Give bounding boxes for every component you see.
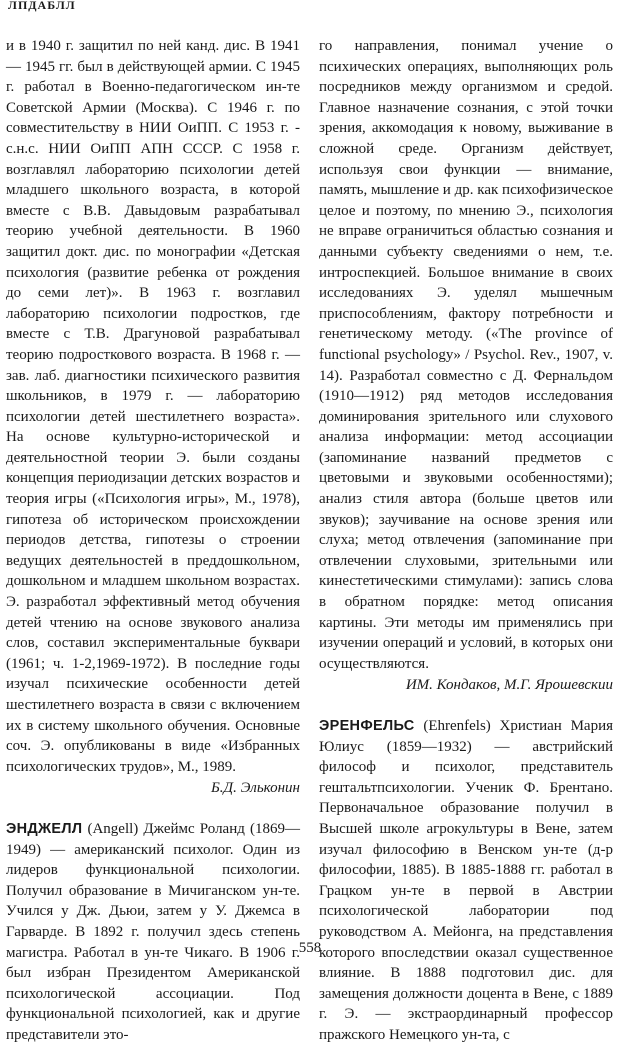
page-number: 558 (298, 940, 322, 956)
elkonin-entry-author: Б.Д. Эльконин (210, 780, 300, 797)
ehrenfels-headword: ЭРЕНФЕЛЬС (319, 718, 415, 734)
entry-separator (319, 696, 613, 716)
angell-entry-text: (Angell) Джеймс Роланд (1869—1949) — американский психолог. Один из лидеров функциональной психологии. Получил образование в Мичиганском ун-те. Учился у Дж. Дьюи, затем у У. Джемса в Гарварде. В 1892 г. получил здесь степень магистра. Работал в ун-те Чикаго. В 1906 г. был избран Президентом Американской психологической ассоциации. Под функциональной психологией, как и другие представители это- (6, 820, 300, 1043)
running-head: ЛПДАБЛЛ (8, 0, 76, 12)
ehrenfels-entry (319, 716, 613, 1046)
entry-separator (6, 799, 300, 819)
elkonin-entry-text: и в 1940 г. защитил по ней канд. дис. В 1941 — 1945 гг. был в действующей армии. С 1945 г. работал в Военно-педагогическом ин-те Советской Армии (Москва). С 1946 г. по совместительству в НИИ ОиПП. С 1953 г. - с.н.с. НИИ ОиПП АПН СССР. С 1958 г. возглавлял лабораторию психологии детей младшего школьного возраста, в которой вместе с В.В. Давыдовым разрабатывал теорию учебной деятельности. В 1960 защитил докт. дис. по монографии «Детская психология (развитие ребенка от рождения до семи лет)». В 1963 г. возглавил лабораторию психологии подростков, где вместе с Т.В. Драгуновой разрабатывал теорию подросткового возраста. В 1968 г. — зав. лаб. диагностики психического развития школьников, в 1979 г. — лабораторию психологии детей шестилетнего возраста». На основе культурно-исторической и деятельностной теории Э. были созданы концепция периодизации детских возрастов и теория игры («Психология игры», М., 1978), гипотеза об историческом происхождении периодов детства, гипотезы о строении ведущих деятельностей в преддошкольном, дошкольном и младшем школьном возрастах. Э. разработал эффективный метод обучения детей чтению на основе звукового анализа слов, составил экспериментальные буквари (1961; ч. 1-2,1969-1972). В последние годы изучал психические особенности детей шестилетнего возраста в связи с включением их в систему школьного обучения. Основные соч. Э. опубликованы в виде «Избранных психологических трудов», М., 1989. (6, 38, 300, 775)
right-column (319, 36, 613, 1046)
angell-headword: ЭНДЖЕЛЛ (6, 820, 83, 837)
left-column (6, 36, 300, 1046)
angell-entry-text-continued: го направления, понимал учение о психических операциях, выполняющих роль посредников между организмом и средой. Главное назначение сознания, с этой точки зрения, аккомодация к новому, выживание в сложной среде. Организм действует, используя свои функции — внимание, память, мышление и др. как психофизическое целое и поэтому, по мнению Э., психология не вправе ограничиться областью сознания и данными субъекту сведениями о нем, т.е. интроспекцией. Большое внимание в своих исследованиях Э. уделял мышечным приспособлениям, фактору потребности и генетическому методу. («The province of functional psychology» / Psychol. Rev., 1907, v. 14). Разработал совместно с Д. Фернальдом (1910—1912) ряд методов исследования доминирования зрительного или слухового анализа информации: метод ассоциации (запоминание названий предметов с цветовыми и звуковыми особенностями); анализ стиля автора (больше цветов или звуков); заучивание на основе зрения или слуха; метод отвлечения (запоминание при отвлечении слуховыми, зрительными или кинестетическими стимулами): запись слова в обратном порядке: метод описания картины. Эти методы им применялись при изучении операций и условий, в которых они осуществляются. (319, 38, 613, 672)
angell-entry-authors: ИМ. Кондаков, М.Г. Ярошевскии (405, 677, 613, 694)
ehrenfels-entry-text: (Ehrenfels) Христиан Мария Юлиус (1859—1932) — австрийский философ и психолог, представитель гештальтпсихологии. Ученик Ф. Брентано. Первоначальное образование получил в Высшей школе агрокультуры в Вене, затем изучал философию в Венском ун-те (д-р философии, 1885). В 1885-1888 гг. работал в Грацком ун-те в первой в Австрии психологической лаборатории под руководством А. Мейонга, на представления которого впоследствии оказал существенное влияние. В 1888 подготовил дис. для замещения должности доцента в Вене, с 1889 г. Э. — экстраординарный профессор пражского Немецкого ун-та, с (319, 718, 614, 1043)
angell-entry (6, 819, 300, 1046)
